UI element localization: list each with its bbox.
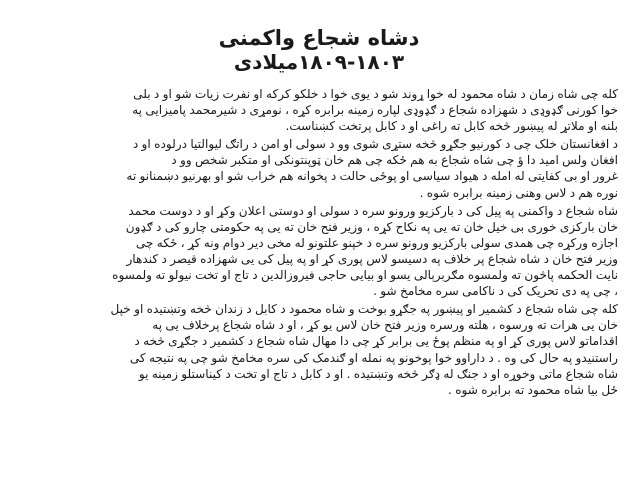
paragraph-line: افغان ولس امید دا ؤ چی شاه شجاع به هم ځکه چی هم خان ټوپنتونکی او متکبر شخص وو د (171, 153, 618, 168)
paragraph-line: کله چی شاه زمان د شاه محمود له خوا ړوند شو د یوی خوا د خلکو کرکه او نفرت زیات شو او د بلی (133, 87, 618, 101)
paragraph-line: نایت الحکمه پاڅون ته ولمسوه مګربرېالی یسو او بیایی حاجی فیروزالدین د تاج او تخت نیولو ته ولمسوه (112, 268, 618, 283)
paragraph-line: شاه شجاع ماتی وخوړه او د جنګ له ډګر څخه وتښتیده . او د کابل د تاج او تخت د کیناستلو زمینه یو (138, 366, 618, 381)
paragraph-line: غرور او بی کفایتی له امله د هیواد سیاسی او پوځی حالت د پخوانه هم خراب شو او بهرنیو دښمنانو ته (126, 169, 618, 184)
page-subtitle-dates: ۱۸۰۹-۱۸۰۳ميلادی (233, 50, 405, 74)
paragraph-line: بلنه او ملاتړ له پیښور څخه کابل ته راغی او د کابل پرتخت کښناست. (285, 119, 618, 134)
paragraph-1 (20, 86, 618, 134)
paragraph-line: د افغانستان خلک چی د کورنیو جګړو څخه ستړی شوی وو د سولی او امن د راتګ لیوالتیا درلوده او د (132, 137, 618, 152)
paragraph-line: وزیر فتح خان د شاه شجاع پر خلاف په دسیسو لاس پوری کړ او په پیل کی یی شهزاده قیصر د کندهار (126, 251, 618, 266)
paragraph-line: راستنیدو په حال کی وه . د داراوو خوا پوخونو په نمله او ګندمک کی سره مخامخ شو چی په نتیجه کی (129, 350, 618, 365)
paragraph-line: خان یی هرات ته ورسوه ، هلته ورسره وزیر فتح خان لاس یو کړ ، او د شاه شجاع پرخلاف یی په (152, 318, 618, 333)
paragraph-3 (20, 203, 618, 300)
paragraph-line: خوا کورنی ګډوډی د شهزاده شجاع د ګډوډی لپاره زمینه برابره کړه ، نومړی د شیرمحمد پامیزایی په (132, 103, 618, 118)
page-title: دشاه شجاع واکمنی (218, 26, 420, 50)
paragraph-line: اجازه ورکړه چی همدی سولی بارکزیو ورونو سره د خپنو علتونو له مخی دیر دوام ونه کړ ، ځکه چی (135, 235, 618, 250)
paragraph-line: اقداماتو لاس پوری کړ او په منظم پوځ یی برابر کړ چی دا مهال شاه شجاع د کشمیر د جګړی څخه د (134, 334, 618, 349)
paragraph-4 (20, 301, 618, 398)
paragraph-line: شاه شجاع د واکمنی په پیل کی د بارکزیو ورونو سره د سولی او دوستی اعلان وکړ او د دوست محمد (128, 203, 618, 218)
paragraph-line: نوره هم د لاس وهنی زمینه برابره شوه . (419, 185, 618, 200)
paragraph-line: ځل بیا شاه محمود ته برابره شوه . (448, 382, 618, 397)
paragraph-line: ، چی په دی تحریک کی د ناکامی سره مخامخ شو . (373, 284, 618, 299)
paragraph-2 (20, 136, 618, 200)
paragraph-line: کله چی شاه شجاع د کشمیر او پیښور په جګړو بوخت و شاه محمود د کابل د زندان څخه وتښتیده او خپل (110, 302, 618, 317)
paragraph-line: خان بارکزی خوری بی خیل خان ته یی په نکاح کړه ، وزیر فتح خان ته یی په حکومتی چارو کی د ګډون (125, 219, 618, 234)
